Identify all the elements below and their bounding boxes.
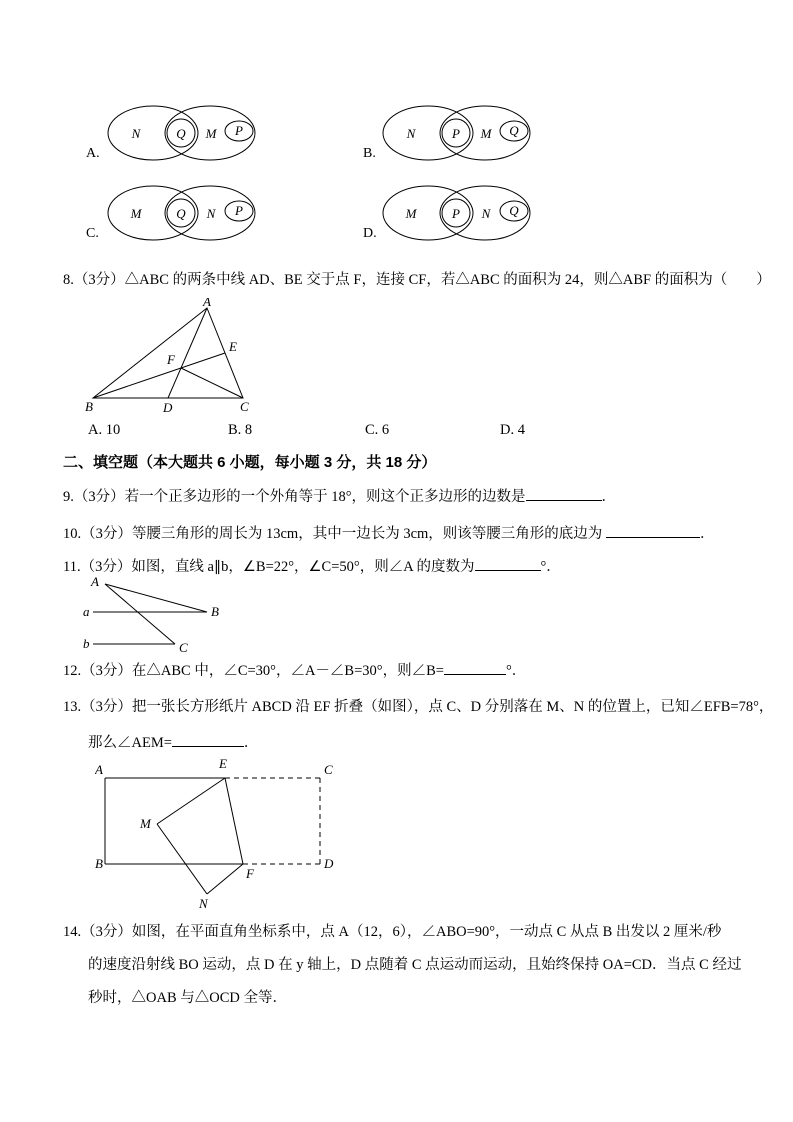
venn-option-b-label: B. bbox=[363, 146, 376, 161]
question-9-text bbox=[63, 486, 616, 508]
vertex-label-a: A bbox=[203, 298, 211, 309]
question-13-figure bbox=[95, 756, 345, 911]
answer-blank-9 bbox=[526, 486, 602, 501]
segment-ab bbox=[105, 584, 207, 612]
set-label: M bbox=[205, 126, 217, 141]
vertex-label-c: C bbox=[324, 762, 333, 777]
q12-post: °． bbox=[505, 663, 527, 679]
line-label-a: a bbox=[83, 604, 90, 619]
answer-blank-10 bbox=[606, 523, 700, 538]
q8-answer-option-a: A. 10 bbox=[88, 422, 121, 438]
point-label-c: C bbox=[179, 640, 188, 655]
set-label: M bbox=[480, 126, 492, 141]
vertex-label-n: N bbox=[199, 896, 208, 911]
question-12-text bbox=[63, 660, 526, 682]
set-label: Q bbox=[509, 203, 519, 218]
question-13-line2 bbox=[88, 732, 258, 754]
q10-pre: 10.（3分）等腰三角形的周长为 13cm，其中一边长为 3cm，则该等腰三角形的底边为 bbox=[63, 526, 606, 542]
vertex-label-f: F bbox=[246, 866, 254, 881]
q11-pre: 11.（3分）如图，直线 a∥b，∠B=22°，∠C=50°，则∠A 的度数为 bbox=[63, 559, 475, 575]
set-label: M bbox=[405, 206, 417, 221]
venn-option-a-label: A. bbox=[86, 146, 100, 161]
vertex-label-f: F bbox=[167, 352, 175, 367]
section-2-heading: 二、填空题（本大题共 6 小题，每小题 3 分，共 18 分） bbox=[63, 454, 437, 471]
q8-answer-option-c: C. 6 bbox=[365, 422, 390, 438]
vertex-label-m: M bbox=[140, 816, 151, 831]
vertex-label-b: B bbox=[95, 856, 103, 871]
venn-diagram-a bbox=[106, 102, 271, 164]
vertex-label-a: A bbox=[95, 762, 103, 777]
q8-answer-option-d: D. 4 bbox=[500, 422, 525, 438]
q12-pre: 12.（3分）在△ABC 中，∠C=30°，∠A－∠B=30°，则∠B= bbox=[63, 663, 444, 679]
vertex-label-c: C bbox=[240, 399, 249, 414]
question-11-figure bbox=[83, 574, 228, 660]
segment-nf bbox=[207, 864, 243, 894]
set-label: N bbox=[481, 206, 491, 221]
question-10-text bbox=[63, 523, 714, 545]
segment-ac bbox=[105, 584, 175, 644]
set-label: N bbox=[131, 126, 141, 141]
median-be bbox=[93, 353, 225, 398]
q11-post: °． bbox=[540, 559, 561, 575]
venn-option-c-label: C. bbox=[86, 226, 99, 241]
folded-rectangle-solid bbox=[105, 778, 243, 894]
vertex-label-d: D bbox=[163, 400, 173, 415]
q8-answer-option-b: B. 8 bbox=[228, 422, 253, 438]
set-label: Q bbox=[176, 206, 186, 221]
q13-post: ． bbox=[243, 735, 259, 751]
question-14-line3: 秒时，△OAB 与△OCD 全等． bbox=[88, 990, 287, 1006]
point-label-b: B bbox=[211, 604, 219, 619]
answer-blank-11 bbox=[475, 556, 541, 571]
answer-blank-12 bbox=[444, 660, 506, 675]
point-label-a: A bbox=[91, 574, 99, 589]
vertex-label-e: E bbox=[219, 756, 227, 771]
q13-pre: 那么∠AEM= bbox=[88, 735, 172, 751]
fold-line-ef bbox=[225, 778, 243, 864]
venn-option-d-label: D. bbox=[363, 226, 377, 241]
segment-em bbox=[157, 778, 225, 824]
segment-mn bbox=[157, 824, 207, 894]
set-label: N bbox=[206, 206, 216, 221]
q9-pre: 9.（3分）若一个正多边形的一个外角等于 18°，则这个正多边形的边数是 bbox=[63, 489, 526, 505]
question-8-figure bbox=[85, 298, 255, 416]
q10-post: ． bbox=[699, 526, 715, 542]
set-label: Q bbox=[176, 126, 186, 141]
set-label: Q bbox=[509, 123, 519, 138]
set-label: N bbox=[406, 126, 416, 141]
vertex-label-e: E bbox=[229, 339, 237, 354]
segment-cf bbox=[181, 368, 243, 398]
set-label: M bbox=[130, 206, 142, 221]
question-14-line2: 的速度沿射线 BO 运动，点 D 在 y 轴上，D 点随着 C 点运动而运动，且始终保持 OA=CD．当点 C 经过 bbox=[88, 957, 742, 973]
answer-blank-13 bbox=[172, 732, 244, 747]
set-label: P bbox=[452, 126, 460, 141]
vertex-label-b: B bbox=[85, 399, 93, 414]
venn-diagram-d bbox=[381, 182, 546, 244]
parallel-lines-figure bbox=[93, 584, 207, 644]
set-label: P bbox=[235, 123, 243, 138]
set-label: P bbox=[452, 206, 460, 221]
venn-diagram-b bbox=[381, 102, 546, 164]
q9-post: ． bbox=[601, 489, 617, 505]
question-13-line1: 13.（3分）把一张长方形纸片 ABCD 沿 EF 折叠（如图），点 C、D 分别落在 M、N 的位置上，已知∠EFB=78°， bbox=[63, 699, 774, 715]
question-8-text: 8.（3分）△ABC 的两条中线 AD、BE 交于点 F，连接 CF，若△ABC 的面积为 24，则△ABF 的面积为（ ） bbox=[63, 272, 771, 288]
venn-diagram-c bbox=[106, 182, 271, 244]
vertex-label-d: D bbox=[324, 856, 334, 871]
folded-rectangle-dashed bbox=[225, 778, 320, 864]
set-label: P bbox=[235, 203, 243, 218]
question-14-line1: 14.（3分）如图，在平面直角坐标系中，点 A（12，6），∠ABO=90°，一动点 C 从点 B 出发以 2 厘米/秒 bbox=[63, 924, 722, 940]
line-label-b: b bbox=[83, 636, 90, 651]
